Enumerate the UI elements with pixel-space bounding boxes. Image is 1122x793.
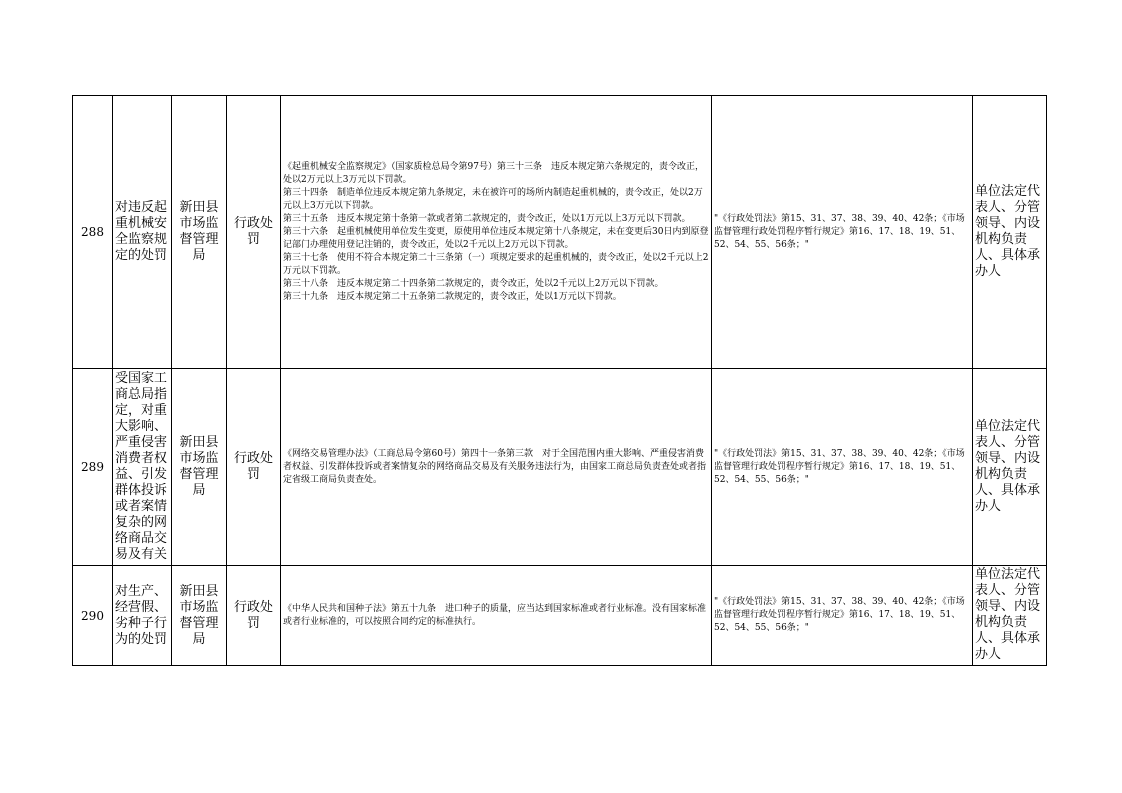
basis-clause: 第三十六条 起重机械使用单位发生变更，原使用单位违反本规定第十八条规定，未在变更后30日内到原登记部门办理使用登记注销的，责令改正，处以2千元以上2万元以下罚款。 <box>283 226 709 250</box>
basis-clause: 《起重机械安全监察规定》（国家质检总局令第97号）第三十三条 违反本规定第六条规定的，责令改正，处以2万元以上3万元以下罚款。 <box>283 161 704 185</box>
penalty-type: 行政处罚 <box>227 369 281 566</box>
item-name <box>113 369 172 566</box>
table-row <box>73 369 1047 566</box>
legal-basis <box>281 96 712 369</box>
procedure-basis: "《行政处罚法》第15、31、37、38、39、40、42条；《市场监督管理行政处罚程序暂行规定》第16、17、18、19、51、52、54、55、56条；" <box>712 369 973 566</box>
item-name <box>113 566 172 666</box>
basis-clause: 《网络交易管理办法》（工商总局令第60号）第四十一条第三款 对于全国范围内重大影响、严重侵害消费者权益、引发群体投诉或者案情复杂的网络商品交易及有关服务违法行为，由国家工商总局负责查处或者指定省级工商局负责查处。 <box>283 448 707 485</box>
basis-clause: 第三十九条 违反本规定第二十五条第二款规定的，责令改正，处以1万元以下罚款。 <box>283 291 622 302</box>
basis-clause: 第三十四条 制造单位违反本规定第九条规定，未在被许可的场所内制造起重机械的，责令改正，处以2万元以上3万元以下罚款。 <box>283 187 703 211</box>
procedure-basis: "《行政处罚法》第15、31、37、38、39、40、42条；《市场监督管理行政处罚程序暂行规定》第16、17、18、19、51、52、54、55、56条；" <box>712 96 973 369</box>
penalty-type: 行政处罚 <box>227 96 281 369</box>
department: 新田县市场监督管理局 <box>172 369 227 566</box>
row-number: 290 <box>73 566 113 666</box>
table-row <box>73 96 1047 369</box>
penalty-table <box>72 95 1047 666</box>
basis-clause: 第三十八条 违反本规定第二十四条第二款规定的，责令改正，处以2千元以上2万元以下罚款。 <box>283 278 664 289</box>
department: 新田县市场监督管理局 <box>172 566 227 666</box>
responsible-parties: 单位法定代表人、分管领导、内设机构负责人、具体承办人 <box>973 369 1047 566</box>
item-name-text: 受国家工商总局指定，对重大影响、严重侵害消费者权益、引发群体投诉或者案情复杂的网络商品交易及有关 <box>115 371 168 562</box>
procedure-basis: "《行政处罚法》第15、31、37、38、39、40、42条；《市场监督管理行政处罚程序暂行规定》第16、17、18、19、51、52、54、55、56条；" <box>712 566 973 666</box>
department: 新田县市场监督管理局 <box>172 96 227 369</box>
responsible-parties: 单位法定代表人、分管领导、内设机构负责人、具体承办人 <box>973 566 1047 666</box>
item-name-text: 对生产、经营假、劣种子行为的处罚 <box>115 583 168 647</box>
responsible-parties: 单位法定代表人、分管领导、内设机构负责人、具体承办人 <box>973 96 1047 369</box>
item-name-text: 对违反起重机械安全监察规定的处罚 <box>115 200 168 263</box>
basis-clause: 第三十五条 违反本规定第十条第一款或者第二款规定的，责令改正，处以1万元以上3万元以下罚款。 <box>283 213 691 224</box>
basis-clause: 第三十七条 使用不符合本规定第二十三条第（一）项规定要求的起重机械的，责令改正，处以2千元以上2万元以下罚款。 <box>283 252 709 276</box>
legal-basis <box>281 369 712 566</box>
table-row <box>73 566 1047 666</box>
basis-clause: 《中华人民共和国种子法》第五十九条 进口种子的质量，应当达到国家标准或者行业标准。没有国家标准或者行业标准的，可以按照合同约定的标准执行。 <box>283 603 707 627</box>
legal-basis <box>281 566 712 666</box>
row-number: 289 <box>73 369 113 566</box>
penalty-type: 行政处罚 <box>227 566 281 666</box>
item-name <box>113 96 172 369</box>
row-number: 288 <box>73 96 113 369</box>
